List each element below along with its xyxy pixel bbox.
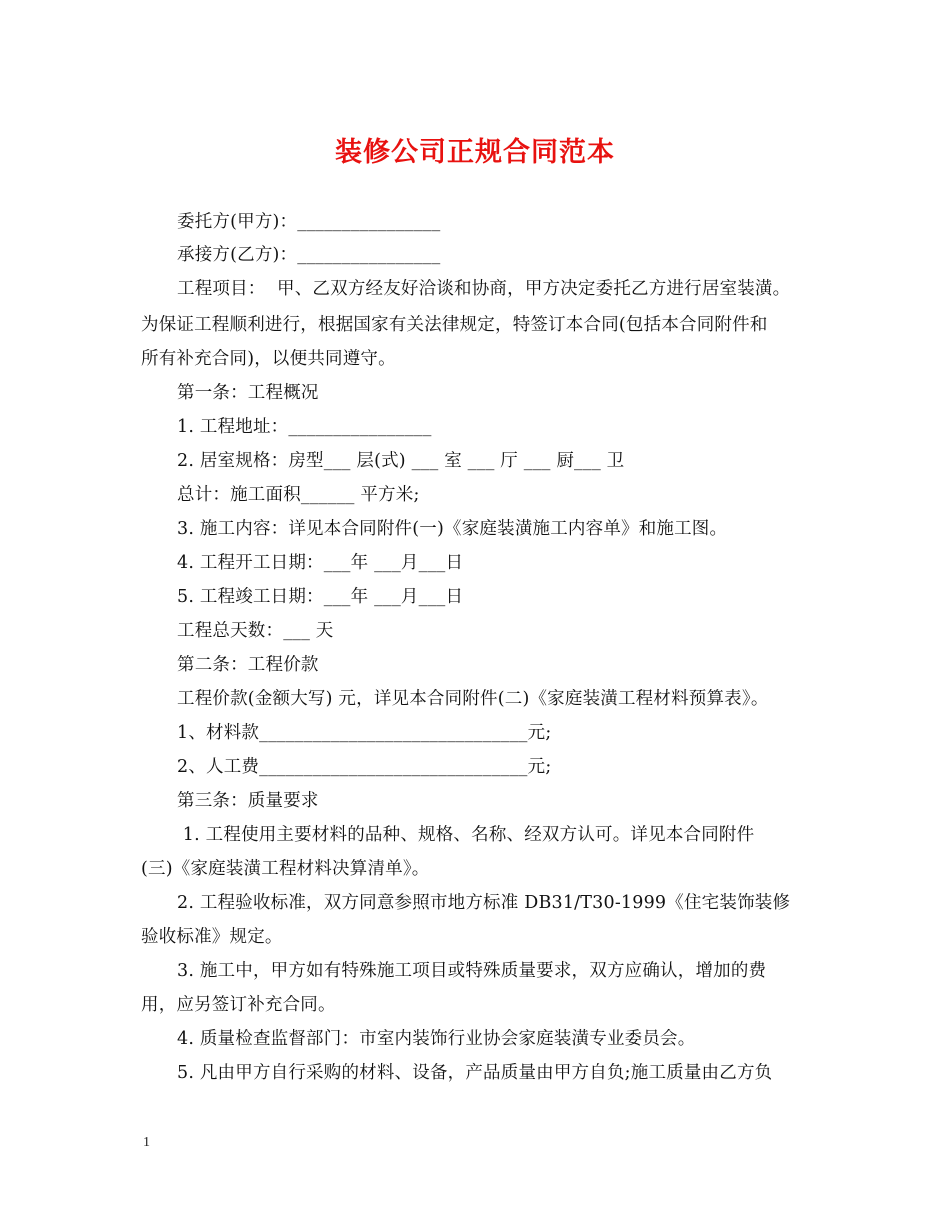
article-1-heading: 第一条：工程概况 — [177, 383, 319, 403]
article-1-item-2: 2. 居室规格：房型___ 层(式) ___ 室 ___ 厅 ___ 厨___ 卫 — [177, 451, 625, 471]
intro-line-1: 工程项目： 甲、乙双方经友好洽谈和协商，甲方决定委托乙方进行居室装潢。 — [177, 279, 791, 299]
article-1-item-4: 4. 工程开工日期：___年 ___月___日 — [177, 553, 464, 573]
article-2-labor-cost: 2、人工费______________________________元; — [177, 757, 552, 777]
article-3-item-2-line-1: 2. 工程验收标准，双方同意参照市地方标准 DB31/T30-1999《住宅装饰装修 — [177, 893, 791, 913]
party-b-line: 承接方(乙方)：________________ — [177, 245, 441, 265]
article-3-item-4: 4. 质量检查监督部门：市室内装饰行业协会家庭装潢专业委员会。 — [177, 1029, 696, 1049]
article-1-days: 工程总天数：___ 天 — [177, 621, 334, 641]
article-1-item-3: 3. 施工内容：详见本合同附件(一)《家庭装潢施工内容单》和施工图。 — [177, 519, 728, 539]
article-3-item-1-line-2: (三)《家庭装潢工程材料决算清单》。 — [141, 859, 430, 879]
article-2-heading: 第二条：工程价款 — [177, 655, 319, 675]
article-3-item-1-line-1: 1. 工程使用主要材料的品种、规格、名称、经双方认可。详见本合同附件 — [177, 825, 755, 845]
article-3-item-2-line-2: 验收标准》规定。 — [141, 927, 283, 947]
article-3-heading: 第三条：质量要求 — [177, 791, 319, 811]
article-3-item-5: 5. 凡由甲方自行采购的材料、设备，产品质量由甲方自负;施工质量由乙方负 — [177, 1063, 773, 1083]
page-number: 1 — [143, 1135, 150, 1150]
article-1-item-5: 5. 工程竣工日期：___年 ___月___日 — [177, 587, 464, 607]
article-3-item-3-line-1: 3. 施工中，甲方如有特殊施工项目或特殊质量要求，双方应确认，增加的费 — [177, 961, 767, 981]
intro-line-2: 为保证工程顺利进行，根据国家有关法律规定，特签订本合同(包括本合同附件和 — [141, 315, 768, 335]
article-1-total: 总计：施工面积______ 平方米; — [177, 485, 420, 505]
article-1-item-1: 1. 工程地址：________________ — [177, 417, 432, 437]
article-2-price: 工程价款(金额大写) 元，详见本合同附件(二)《家庭装潢工程材料预算表》。 — [177, 689, 769, 709]
article-3-item-3-line-2: 用，应另签订补充合同。 — [141, 995, 336, 1015]
document-title: 装修公司正规合同范本 — [335, 137, 615, 168]
article-2-material-cost: 1、材料款______________________________元; — [177, 723, 552, 743]
party-a-line: 委托方(甲方)：________________ — [177, 212, 441, 232]
intro-line-3: 所有补充合同)，以便共同遵守。 — [141, 349, 396, 369]
